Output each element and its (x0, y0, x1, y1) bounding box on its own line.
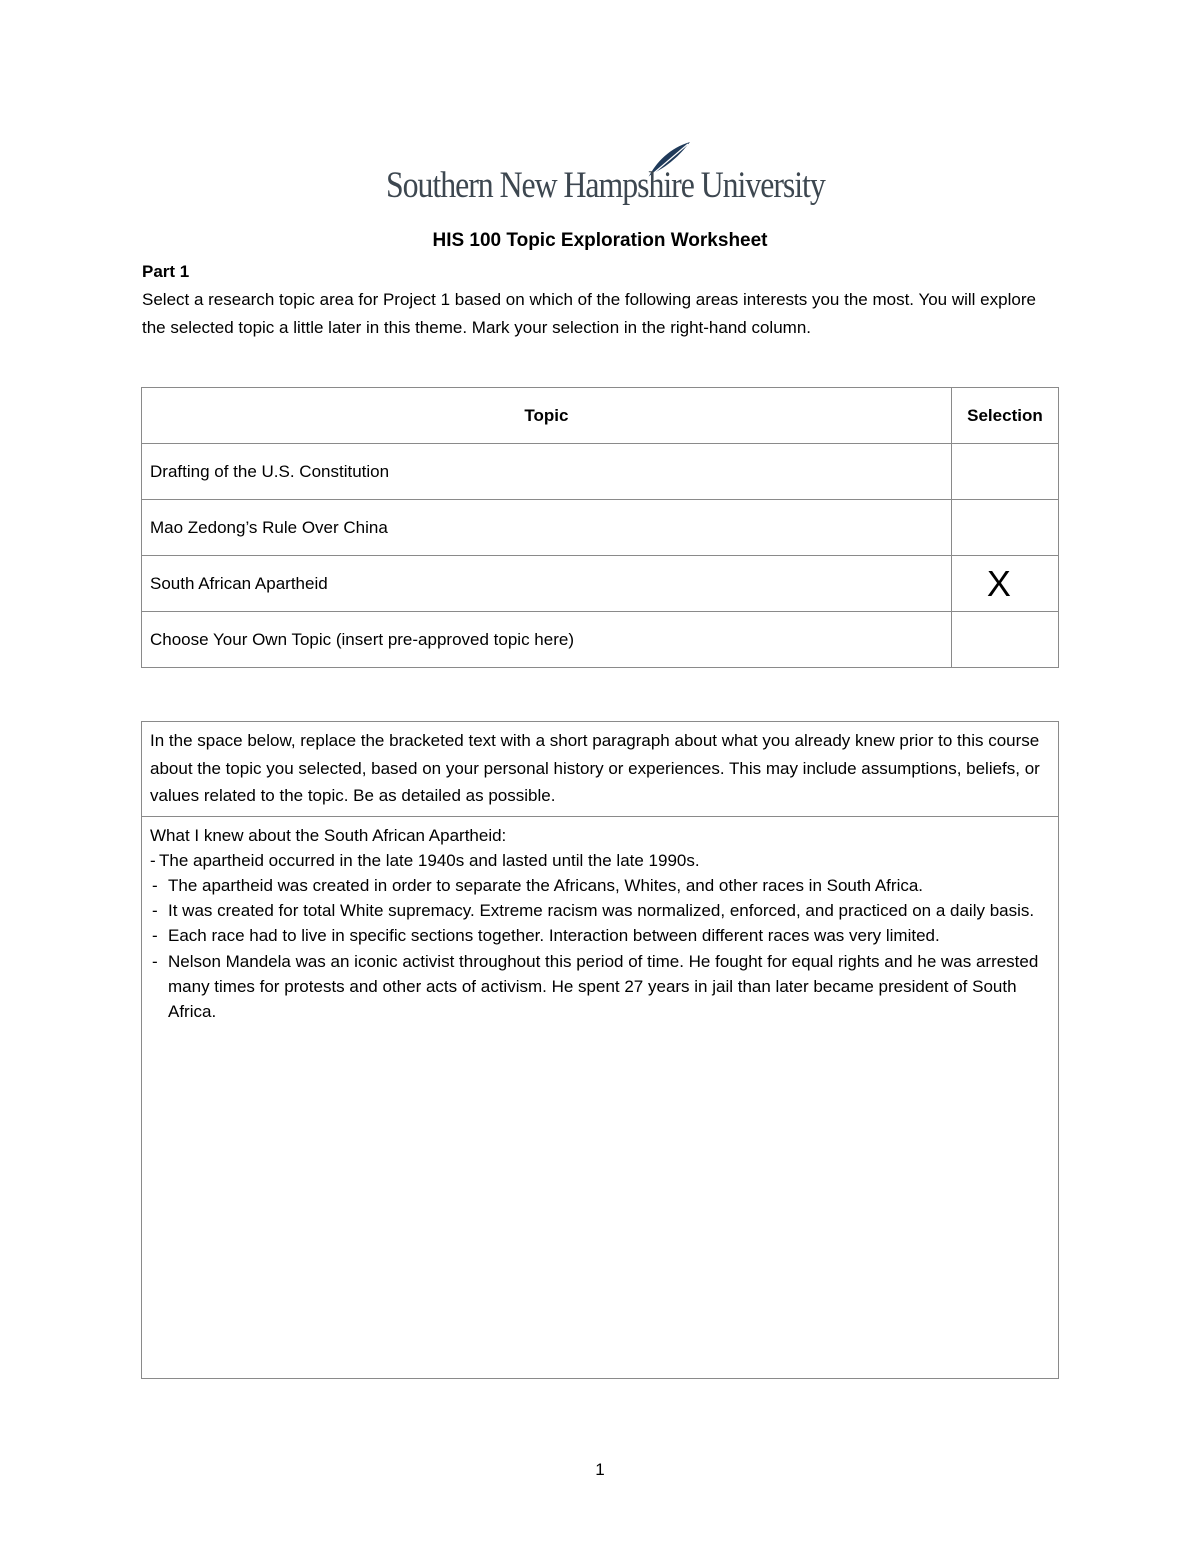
topic-column-header: Topic (142, 388, 952, 444)
selection-cell[interactable] (951, 556, 1058, 612)
part-label: Part 1 (142, 262, 190, 281)
list-item: - Each race had to live in specific sections together. Interaction between different races was very limited. (150, 923, 1050, 948)
table-row (142, 500, 1059, 556)
table-row (142, 444, 1059, 500)
selection-column-header: Selection (951, 388, 1058, 444)
selection-cell[interactable] (951, 612, 1058, 668)
table-header-row (142, 388, 1059, 444)
logo-text: Southern New Hampshire University (386, 165, 825, 206)
selection-mark: X (986, 562, 1011, 604)
list-item: - Nelson Mandela was an iconic activist throughout this period of time. He fought for equal rights and he was arrested many times for protests and other acts of activism. He spent 27 years in jail than later became president of South Africa. (150, 949, 1050, 1025)
list-item: - The apartheid was created in order to separate the Africans, Whites, and other races in South Africa. (150, 873, 1050, 898)
topic-cell: South African Apartheid (142, 556, 952, 612)
reflection-response[interactable] (142, 817, 1058, 1025)
response-heading: What I knew about the South African Apartheid: (150, 825, 507, 845)
page-title: HIS 100 Topic Exploration Worksheet (432, 230, 768, 251)
list-item: - The apartheid occurred in the late 1940s and lasted until the late 1990s. (150, 848, 1050, 873)
university-logo (386, 140, 825, 210)
table-row (142, 556, 1059, 612)
list-item: - It was created for total White supremacy. Extreme racism was normalized, enforced, and practiced on a daily basis. (150, 898, 1050, 923)
page-number: 1 (595, 1460, 605, 1479)
topic-cell: Mao Zedong’s Rule Over China (142, 500, 952, 556)
selection-cell[interactable] (951, 500, 1058, 556)
reflection-box (141, 721, 1059, 1379)
table-row (142, 612, 1059, 668)
topic-cell: Choose Your Own Topic (insert pre-approved topic here) (142, 612, 952, 668)
reflection-prompt: In the space below, replace the bracketed text with a short paragraph about what you already knew prior to this course about the topic you selected, based on your personal history or experiences. This may include assumptions, beliefs, or values related to the topic. Be as detailed as possible. (142, 722, 1058, 817)
topic-table (141, 387, 1059, 668)
selection-cell[interactable] (951, 444, 1058, 500)
instructions-text: Select a research topic area for Project 1 based on which of the following areas interests you the most. You will explore the selected topic a little later in this theme. Mark your selection in the right-hand column. (142, 290, 1036, 337)
topic-cell: Drafting of the U.S. Constitution (142, 444, 952, 500)
response-list (150, 848, 1050, 1024)
